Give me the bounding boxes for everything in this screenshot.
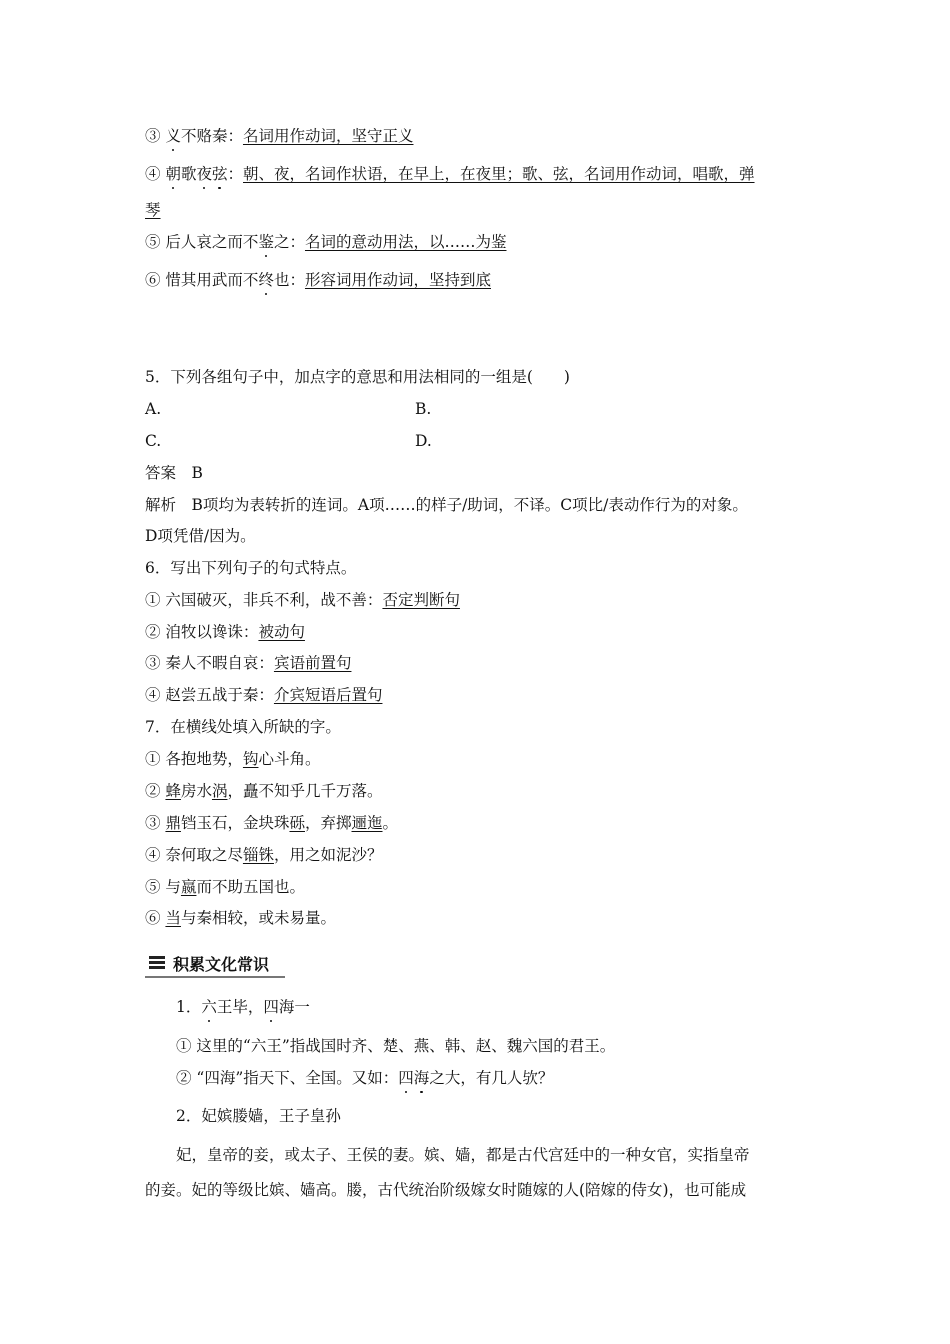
q7-item-6: ⑥ 当与秦相较，或未易量。 [145, 909, 336, 927]
knowledge-2-title: 2．妃嫔媵嫱，王子皇孙 [176, 1107, 341, 1125]
q5-option-a: A. [145, 400, 162, 418]
answer-text: 名词的意动用法，以……为鉴 [304, 233, 507, 251]
knowledge-2-paragraph: 妃，皇帝的妾，或太子、王侯的妻。嫔、嫱，都是古代宫廷中的一种女官，实指皇帝 [176, 1146, 750, 1164]
q7-item-4: ④ 奈何取之尽锱铢，用之如泥沙？ [145, 846, 383, 864]
section-divider [145, 976, 285, 978]
answer-text: 朝、夜，名词作状语，在早上，在夜里；歌、弦，名词用作动词，唱歌，弹 [243, 165, 755, 183]
q5-stem: 5．下列各组句子中，加点字的意思和用法相同的一组是( ) [145, 368, 570, 386]
answer-text: 形容词用作动词，坚持到底 [304, 271, 491, 289]
section-header [145, 954, 285, 978]
knowledge-2-paragraph-cont: 的妾。妃的等级比嫔、嫱高。媵，古代统治阶级嫁女时随嫁的人(陪嫁的侍女)，也可能成 [145, 1181, 747, 1199]
q7-stem: 7．在横线处填入所缺的字。 [145, 718, 341, 736]
knowledge-1-title: 1．六王毕，四海一 [176, 998, 310, 1016]
q5-answer: 答案 B [145, 464, 203, 482]
item-5: ⑤ 后人哀之而不鉴之：名词的意动用法，以……为鉴 [145, 233, 507, 251]
q6-stem: 6．写出下列句子的句式特点。 [145, 559, 357, 577]
q5-option-c: C. [145, 432, 162, 450]
item-4-cont: 琴 [145, 201, 161, 219]
q6-item-4: ④ 赵尝五战于秦：介宾短语后置句 [145, 686, 383, 704]
q5-option-b: B. [415, 400, 432, 418]
list-icon [149, 956, 165, 974]
q5-analysis-cont: D项凭借/因为。 [145, 527, 256, 545]
item-6: ⑥ 惜其用武而不终也：形容词用作动词，坚持到底 [145, 271, 491, 289]
q6-item-2: ② 洎牧以谗诛：被动句 [145, 623, 305, 641]
item-3: ③ 义不赂秦：名词用作动词，坚守正义 [145, 127, 414, 145]
q6-item-1: ① 六国破灭，非兵不利，战不善：否定判断句 [145, 591, 460, 609]
knowledge-1-point-2: ② “四海”指天下、全国。又如：四海之大，有几人欤？ [176, 1069, 554, 1087]
item-4: ④ 朝歌夜弦：朝、夜，名词作状语，在早上，在夜里；歌、弦，名词用作动词，唱歌，弹 [145, 165, 755, 183]
q5-option-d: D. [415, 432, 432, 450]
knowledge-1-point-1: ① 这里的“六王”指战国时齐、楚、燕、韩、赵、魏六国的君王。 [176, 1037, 616, 1055]
answer-text: 名词用作动词，坚守正义 [242, 127, 414, 145]
q5-analysis: 解析 B项均为表转折的连词。A项……的样子/助词，不译。C项比/表动作行为的对象。 [145, 496, 748, 514]
q7-item-2: ② 蜂房水涡，矗不知乎几千万落。 [145, 782, 383, 800]
q7-item-1: ① 各抱地势，钩心斗角。 [145, 750, 321, 768]
q7-item-3: ③ 鼎铛玉石，金块珠砾，弃掷逦迤。 [145, 814, 399, 832]
section-title: 积累文化常识 [173, 955, 270, 974]
q6-item-3: ③ 秦人不暇自哀：宾语前置句 [145, 654, 352, 672]
q7-item-5: ⑤ 与嬴而不助五国也。 [145, 878, 305, 896]
